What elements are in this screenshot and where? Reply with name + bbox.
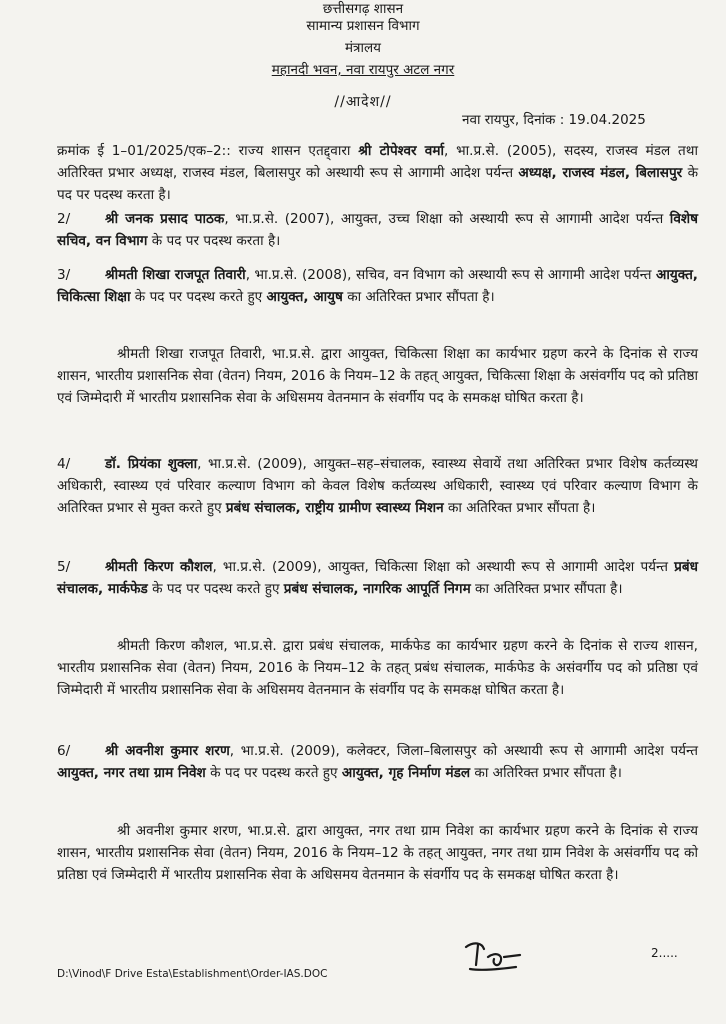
para1-text-mid: , भा.प्र.से. (2005), सदस्य, राजस्व मंडल तथा अतिरिक्त प्रभार अध्यक्ष, राजस्व मंडल, बिलासपुर को अस्थायी रूप से आगामी आदेश पर्यन्त	[57, 143, 698, 182]
paragraph-3	[57, 264, 698, 308]
para1-officer-name: श्री टोपेश्वर वर्मा	[358, 143, 444, 159]
header-address: महानदी भवन, नवा रायपुर अटल नगर	[271, 62, 455, 78]
para2-post: विशेष सचिव, वन विभाग	[57, 211, 698, 250]
paragraph-4	[57, 453, 698, 520]
para6-text-end: का अतिरिक्त प्रभार सौंपता है।	[470, 765, 622, 782]
order-title: //आदेश//	[334, 94, 392, 110]
signature	[460, 935, 540, 975]
para3-additional-post: आयुक्त, आयुष	[266, 289, 343, 306]
para4-text-end: का अतिरिक्त प्रभार सौंपता है।	[443, 500, 596, 517]
para5-text: , भा.प्र.से. (2009), आयुक्त, चिकित्सा शिक्षा को अस्थायी रूप से आगामी आदेश पर्यन्त	[212, 559, 675, 575]
para4-officer-name: डॉ. प्रियंका शुक्ला	[105, 456, 198, 472]
para2-text: , भा.प्र.से. (2007), आयुक्त, उच्च शिक्षा को अस्थायी रूप से आगामी आदेश पर्यन्त	[224, 211, 670, 227]
paragraph-6-equivalence: श्री अवनीश कुमार शरण, भा.प्र.से. द्वारा आयुक्त, नगर तथा ग्राम निवेश का कार्यभार ग्रहण करने के दिनांक से राज्य शासन, भारतीय प्रशासनिक सेवा (वेतन) नियम, 2016 के नियम–12 के तहत् आयुक्त, नगर तथा ग्राम निवेश के असंवर्गीय पद को प्रतिष्ठा एवं जिम्मेदारी में भारतीय प्रशासनिक सेवा के अधिसमय वेतनमान के संवर्गीय पद के समकक्ष घोषित करता है।	[57, 823, 698, 884]
header-department: सामान्य प्रशासन विभाग	[306, 18, 420, 34]
para5-post: प्रबंध संचालक, मार्कफेड	[57, 559, 698, 598]
paragraph-6	[57, 740, 698, 784]
paragraph-2	[57, 208, 698, 252]
para4-text: , भा.प्र.से. (2009), आयुक्त–सह–संचालक, स्वास्थ्य सेवायें तथा अतिरिक्त प्रभार विशेष कर्तव्यस्थ अधिकारी, स्वास्थ्य एवं परिवार कल्याण विभाग को केवल विशेष कर्तव्यस्थ अधिकारी, स्वास्थ्य एवं परिवार कल्याण विभाग के अतिरिक्त प्रभार से मुक्त करते हुए	[57, 456, 698, 517]
para3-text-mid: के पद पर पदस्थ करते हुए	[130, 289, 267, 306]
footer-file-path: D:\Vinod\F Drive Esta\Establishment\Order-IAS.DOC	[57, 968, 328, 980]
para5-additional-post: प्रबंध संचालक, नागरिक आपूर्ति निगम	[283, 581, 471, 598]
para6-additional-post: आयुक्त, गृह निर्माण मंडल	[341, 765, 471, 782]
para4-post: प्रबंध संचालक, राष्ट्रीय ग्रामीण स्वास्थ्य मिशन	[225, 500, 444, 517]
para2-officer-name: श्री जनक प्रसाद पाठक	[105, 211, 225, 227]
para5-text-mid: के पद पर पदस्थ करते हुए	[147, 581, 284, 598]
para1-text-end: के पद पर पदस्थ करता है।	[57, 165, 699, 204]
header-ministry: मंत्रालय	[344, 40, 381, 56]
para6-officer-name: श्री अवनीश कुमार शरण	[105, 743, 230, 759]
para6-post: आयुक्त, नगर तथा ग्राम निवेश	[57, 765, 206, 782]
para1-post: अध्यक्ष, राजस्व मंडल, बिलासपुर	[518, 165, 683, 182]
page-continuation: 2.....	[651, 946, 678, 960]
para5-number: 5/	[57, 559, 71, 575]
para3-text: , भा.प्र.से. (2008), सचिव, वन विभाग को अस्थायी रूप से आगामी आदेश पर्यन्त	[245, 267, 656, 283]
paragraph-5	[57, 556, 698, 600]
para1-text: क्रमांक ई 1–01/2025/एक–2:: राज्य शासन एतद्द्वारा	[57, 143, 359, 159]
header-govt: छत्तीसगढ़ शासन	[322, 1, 404, 17]
para3-post: आयुक्त, चिकित्सा शिक्षा	[57, 267, 698, 306]
para5-officer-name: श्रीमती किरण कौशल	[105, 559, 213, 575]
para3-text-end: का अतिरिक्त प्रभार सौंपता है।	[342, 289, 495, 306]
para6-text: , भा.प्र.से. (2009), कलेक्टर, जिला–बिलासपुर को अस्थायी रूप से आगामी आदेश पर्यन्त	[229, 743, 698, 759]
paragraph-3-equivalence: श्रीमती शिखा राजपूत तिवारी, भा.प्र.से. द्वारा आयुक्त, चिकित्सा शिक्षा का कार्यभार ग्रहण करने के दिनांक से राज्य शासन, भारतीय प्रशासनिक सेवा (वेतन) नियम, 2016 के नियम–12 के तहत् आयुक्त, चिकित्सा शिक्षा के असंवर्गीय पद को प्रतिष्ठा एवं जिम्मेदारी में भारतीय प्रशासनिक सेवा के अधिसमय वेतनमान के संवर्गीय पद के समकक्ष घोषित करता है।	[57, 346, 699, 407]
para2-number: 2/	[57, 211, 71, 227]
date-line: नवा रायपुर, दिनांक : 19.04.2025	[462, 112, 646, 128]
paragraph-1	[57, 140, 698, 207]
para3-officer-name: श्रीमती शिखा राजपूत तिवारी	[105, 267, 246, 283]
para5-text-end: का अतिरिक्त प्रभार सौंपता है।	[470, 581, 623, 598]
para2-text-end: के पद पर पदस्थ करता है।	[147, 233, 281, 250]
para4-number: 4/	[57, 456, 71, 472]
para3-number: 3/	[57, 267, 71, 283]
para6-text-mid: के पद पर पदस्थ करते हुए	[205, 765, 342, 782]
paragraph-5-equivalence: श्रीमती किरण कौशल, भा.प्र.से. द्वारा प्रबंध संचालक, मार्कफेड का कार्यभार ग्रहण करने के दिनांक से राज्य शासन, भारतीय प्रशासनिक सेवा (वेतन) नियम, 2016 के नियम–12 के तहत् प्रबंध संचालक, मार्कफेड के असंवर्गीय पद को प्रतिष्ठा एवं जिम्मेदारी में भारतीय प्रशासनिक सेवा के अधिसमय वेतनमान के संवर्गीय पद के समकक्ष घोषित करता है।	[57, 638, 698, 699]
para6-number: 6/	[57, 743, 71, 759]
